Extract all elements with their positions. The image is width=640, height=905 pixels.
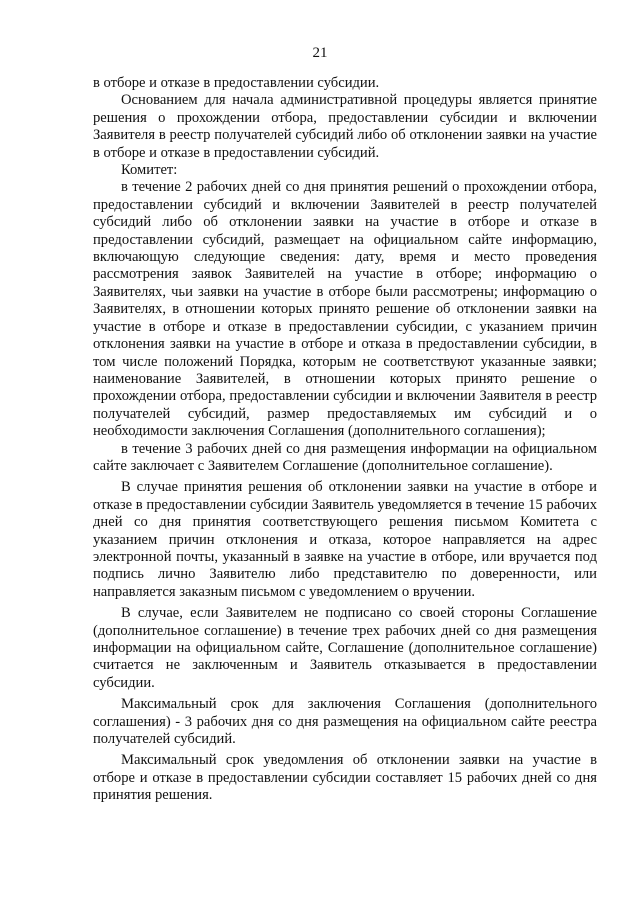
paragraph-committee-heading: Комитет: [121, 162, 178, 179]
document-body [93, 75, 597, 805]
paragraph-unsigned-agreement: В случае, если Заявителем не подписано со своей стороны Соглашение (дополнительное соглашение) в течение трех рабочих дней со дня размещения информации на официальном сайте, Соглашение (дополнительное соглашение) считается не заключенным и Заявитель отказывается в предоставлении субсидии. [93, 605, 597, 691]
paragraph-agreement-duty: в течение 3 рабочих дней со дня размещения информации на официальном сайте заключает с Заявителем Соглашение (дополнительное соглашение). [93, 440, 597, 474]
paragraph-continuation: в отборе и отказе в предоставлении субсидии. [93, 75, 380, 91]
paragraph-max-agreement-term: Максимальный срок для заключения Соглашения (дополнительного соглашения) - 3 рабочих дня со дня размещения на официальном сайте реестра получателей субсидий. [93, 696, 597, 748]
page-number: 21 [312, 45, 328, 61]
paragraph-max-notice-term: Максимальный срок уведомления об отклонении заявки на участие в отборе и отказе в предоставлении субсидии составляет 15 рабочих дней со дня принятия решения. [93, 752, 597, 804]
paragraph-publication-duty: в течение 2 рабочих дней со дня принятия решений о прохождении отбора, предоставлении субсидий и включении Заявителей в реестр получателей субсидий либо об отклонении заявки на участие в отборе и отказе в предоставлении субсидий, размещает на официальном сайте информацию, включающую следующие сведения: дату, время и место проведения рассмотрения заявок Заявителей на участие в отборе; информацию о Заявителях, чьи заявки на участие в отборе были рассмотрены; информацию о Заявителях, в отношении которых принято решение об отклонении заявки на участие в отборе и отказе в предоставлении субсидии, с указанием причин отклонения заявки на участие в отборе и отказа в предоставлении субсидии, в том числе положений Порядка, которым не соответствуют указанные заявки; наименование Заявителей, в отношении которых принято решение о прохождении отбора, предоставлении субсидии и включении Заявителя в реестр получателей субсидий, размер предоставляемых им субсидий и о необходимости заключения Соглашения (дополнительного соглашения); [93, 179, 597, 440]
paragraph-basis: Основанием для начала административной процедуры является принятие решения о прохождении отбора, предоставлении субсидии и включении Заявителя в реестр получателей субсидий либо об отклонении заявки на участие в отборе и отказе в предоставлении субсидий. [93, 92, 597, 161]
paragraph-rejection-notice: В случае принятия решения об отклонении заявки на участие в отборе и отказе в предоставлении субсидии Заявитель уведомляется в течение 15 рабочих дней со дня принятия соответствующего решения письмом Комитета с указанием причин отклонения и отказа, которое направляется на адрес электронной почты, указанный в заявке на участие в отборе, или вручается под подпись лично Заявителю либо представителю по доверенности, или направляется заказным письмом с уведомлением о вручении. [93, 479, 597, 600]
